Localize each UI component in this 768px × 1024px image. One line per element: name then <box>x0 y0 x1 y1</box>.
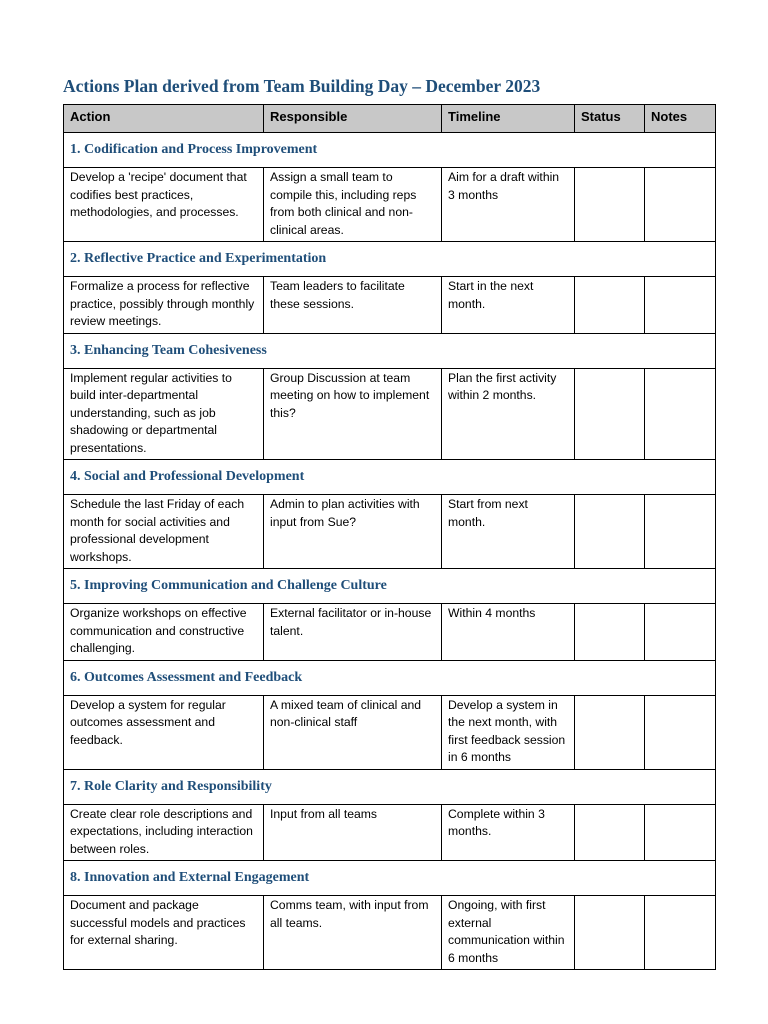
timeline-cell: Ongoing, with first external communication within 6 months <box>442 896 575 970</box>
table-row <box>64 604 716 661</box>
responsible-cell: Team leaders to facilitate these sessions. <box>264 277 442 334</box>
notes-cell <box>645 168 716 242</box>
section-row <box>64 460 716 495</box>
action-cell: Develop a 'recipe' document that codifies best practices, methodologies, and processes. <box>64 168 264 242</box>
section-title: 2. Reflective Practice and Experimentation <box>64 242 716 277</box>
action-plan-table <box>63 104 716 970</box>
table-row <box>64 168 716 242</box>
status-cell <box>575 896 645 970</box>
table-row <box>64 277 716 334</box>
timeline-cell: Within 4 months <box>442 604 575 661</box>
timeline-cell: Start from next month. <box>442 495 575 569</box>
status-cell <box>575 804 645 861</box>
notes-cell <box>645 896 716 970</box>
responsible-cell: Input from all teams <box>264 804 442 861</box>
notes-cell <box>645 277 716 334</box>
status-cell <box>575 168 645 242</box>
responsible-cell: Assign a small team to compile this, including reps from both clinical and non-clinical areas. <box>264 168 442 242</box>
table-row <box>64 804 716 861</box>
document-title: Actions Plan derived from Team Building Day – December 2023 <box>63 76 541 96</box>
section-row <box>64 133 716 168</box>
timeline-cell: Develop a system in the next month, with first feedback session in 6 months <box>442 695 575 769</box>
header-row <box>64 105 716 133</box>
section-row <box>64 769 716 804</box>
action-cell: Formalize a process for reflective practice, possibly through monthly review meetings. <box>64 277 264 334</box>
responsible-cell: Comms team, with input from all teams. <box>264 896 442 970</box>
responsible-cell: Group Discussion at team meeting on how to implement this? <box>264 368 442 460</box>
responsible-cell: Admin to plan activities with input from Sue? <box>264 495 442 569</box>
section-title: 5. Improving Communication and Challenge Culture <box>64 569 716 604</box>
action-cell: Create clear role descriptions and expectations, including interaction between roles. <box>64 804 264 861</box>
section-row <box>64 861 716 896</box>
status-cell <box>575 277 645 334</box>
responsible-cell: External facilitator or in-house talent. <box>264 604 442 661</box>
header-status: Status <box>575 105 645 133</box>
section-row <box>64 569 716 604</box>
timeline-cell: Start in the next month. <box>442 277 575 334</box>
responsible-cell: A mixed team of clinical and non-clinical staff <box>264 695 442 769</box>
action-cell: Schedule the last Friday of each month for social activities and professional development workshops. <box>64 495 264 569</box>
header-notes: Notes <box>645 105 716 133</box>
header-action: Action <box>64 105 264 133</box>
section-row <box>64 242 716 277</box>
table-header <box>64 105 716 133</box>
section-title: 3. Enhancing Team Cohesiveness <box>64 333 716 368</box>
action-cell: Implement regular activities to build inter-departmental understanding, such as job shadowing or departmental presentations. <box>64 368 264 460</box>
notes-cell <box>645 604 716 661</box>
status-cell <box>575 695 645 769</box>
status-cell <box>575 604 645 661</box>
action-cell: Document and package successful models and practices for external sharing. <box>64 896 264 970</box>
table-row <box>64 368 716 460</box>
notes-cell <box>645 804 716 861</box>
section-title: 6. Outcomes Assessment and Feedback <box>64 660 716 695</box>
table-row <box>64 695 716 769</box>
notes-cell <box>645 495 716 569</box>
action-cell: Organize workshops on effective communication and constructive challenging. <box>64 604 264 661</box>
header-timeline: Timeline <box>442 105 575 133</box>
section-title: 7. Role Clarity and Responsibility <box>64 769 716 804</box>
notes-cell <box>645 368 716 460</box>
timeline-cell: Aim for a draft within 3 months <box>442 168 575 242</box>
header-responsible: Responsible <box>264 105 442 133</box>
table-row <box>64 896 716 970</box>
status-cell <box>575 368 645 460</box>
status-cell <box>575 495 645 569</box>
section-row <box>64 333 716 368</box>
notes-cell <box>645 695 716 769</box>
section-title: 8. Innovation and External Engagement <box>64 861 716 896</box>
section-title: 4. Social and Professional Development <box>64 460 716 495</box>
section-title: 1. Codification and Process Improvement <box>64 133 716 168</box>
section-row <box>64 660 716 695</box>
timeline-cell: Plan the first activity within 2 months. <box>442 368 575 460</box>
table-row <box>64 495 716 569</box>
timeline-cell: Complete within 3 months. <box>442 804 575 861</box>
action-cell: Develop a system for regular outcomes assessment and feedback. <box>64 695 264 769</box>
table-body <box>64 133 716 970</box>
